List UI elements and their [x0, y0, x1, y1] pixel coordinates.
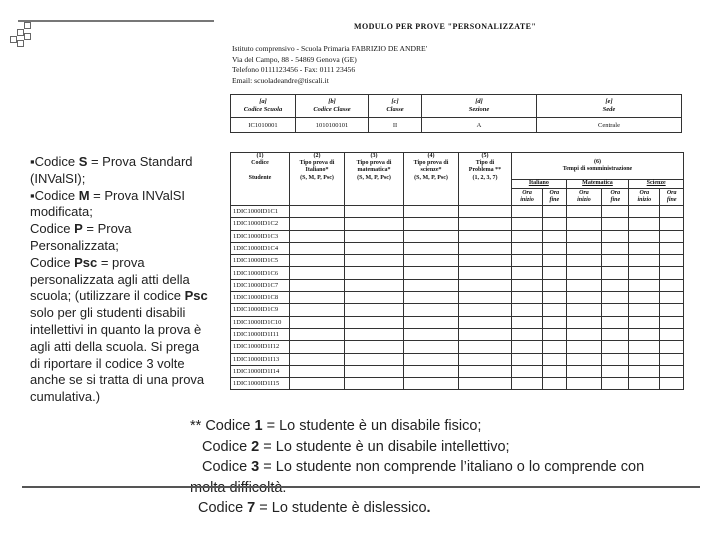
empty-cell [512, 230, 543, 242]
empty-cell [660, 353, 684, 365]
table1-cell: Centrale [537, 118, 682, 133]
empty-cell [512, 353, 543, 365]
empty-cell [660, 255, 684, 267]
empty-cell [566, 365, 602, 377]
col-student-header: (1) Codice Studente [231, 153, 290, 206]
empty-cell [602, 304, 629, 316]
subject-science: Scienze [629, 180, 684, 189]
empty-cell [290, 341, 345, 353]
empty-cell [404, 378, 459, 390]
empty-cell [290, 328, 345, 340]
empty-cell [290, 353, 345, 365]
student-code: 1DIC1000ID1I11 [231, 328, 290, 340]
empty-cell [629, 353, 660, 365]
empty-cell [459, 378, 512, 390]
empty-cell [543, 304, 567, 316]
empty-cell [459, 255, 512, 267]
empty-cell [660, 267, 684, 279]
empty-cell [290, 304, 345, 316]
empty-cell [345, 230, 404, 242]
empty-cell [512, 378, 543, 390]
student-code: 1DIC1000ID1C9 [231, 304, 290, 316]
empty-cell [459, 279, 512, 291]
time-end: Ora fine [660, 189, 684, 206]
divider-line [22, 486, 700, 488]
table1-cell: A [422, 118, 537, 133]
empty-cell [459, 242, 512, 254]
empty-cell [660, 328, 684, 340]
col-italian-header: (2) Tipo prova di Italiano* (S, M, P, Psc) [290, 153, 345, 206]
empty-cell [459, 316, 512, 328]
code-s: S [78, 154, 88, 169]
empty-cell [290, 365, 345, 377]
table-row [231, 316, 684, 328]
subject-italian: Italiano [512, 180, 567, 189]
empty-cell [404, 292, 459, 304]
empty-cell [459, 206, 512, 218]
empty-cell [459, 328, 512, 340]
empty-cell [660, 365, 684, 377]
empty-cell [629, 218, 660, 230]
table-row [231, 242, 684, 254]
student-code: 1DIC1000ID1C3 [231, 230, 290, 242]
empty-cell [512, 328, 543, 340]
student-code: 1DIC1000ID1C8 [231, 292, 290, 304]
time-start: Ora inizio [512, 189, 543, 206]
student-code: 1DIC1000ID1C10 [231, 316, 290, 328]
empty-cell [459, 341, 512, 353]
empty-cell [660, 230, 684, 242]
empty-cell [629, 206, 660, 218]
table1-cell: 1010100101 [296, 118, 369, 133]
decoration-line [18, 20, 214, 22]
empty-cell [459, 292, 512, 304]
empty-cell [290, 316, 345, 328]
student-code: 1DIC1000ID1C1 [231, 206, 290, 218]
empty-cell [290, 292, 345, 304]
code-psc: Psc [74, 254, 98, 270]
empty-cell [404, 242, 459, 254]
empty-cell [543, 292, 567, 304]
empty-cell [404, 218, 459, 230]
table-row [231, 206, 684, 218]
form-image [228, 20, 686, 406]
table-row [231, 230, 684, 242]
empty-cell [629, 378, 660, 390]
empty-cell [629, 230, 660, 242]
empty-cell [404, 255, 459, 267]
empty-cell [543, 267, 567, 279]
title-decoration [10, 22, 215, 52]
table-row [231, 218, 684, 230]
empty-cell [629, 304, 660, 316]
empty-cell [345, 218, 404, 230]
empty-cell [602, 353, 629, 365]
empty-cell [566, 218, 602, 230]
empty-cell [512, 292, 543, 304]
empty-cell [404, 279, 459, 291]
empty-cell [345, 353, 404, 365]
empty-cell [566, 353, 602, 365]
empty-cell [290, 279, 345, 291]
empty-cell [629, 316, 660, 328]
empty-cell [404, 341, 459, 353]
empty-cell [459, 230, 512, 242]
table-row [231, 365, 684, 377]
empty-cell [602, 341, 629, 353]
empty-cell [345, 304, 404, 316]
empty-cell [459, 365, 512, 377]
empty-cell [566, 292, 602, 304]
empty-cell [512, 365, 543, 377]
empty-cell [660, 316, 684, 328]
time-start: Ora inizio [629, 189, 660, 206]
empty-cell [345, 255, 404, 267]
empty-cell [404, 365, 459, 377]
empty-cell [566, 242, 602, 254]
empty-cell [566, 206, 602, 218]
empty-cell [345, 341, 404, 353]
table1-cell: II [369, 118, 422, 133]
empty-cell [404, 316, 459, 328]
empty-cell [602, 365, 629, 377]
school-line: Istituto comprensivo - Scuola Primaria FABRIZIO DE ANDRE' [232, 44, 428, 53]
empty-cell [512, 341, 543, 353]
student-rows [231, 206, 684, 390]
code-p: P [74, 221, 83, 237]
col-times-header: (6) Tempi di somministrazione [512, 153, 684, 180]
empty-cell [290, 378, 345, 390]
school-line: Email: scuoladeandre@tiscali.it [232, 75, 329, 85]
table-row [231, 304, 684, 316]
problem-codes-legend: ** Codice 1 = Lo studente è un disabile fisico; Codice 2 = Lo studente è un disabile intellettivo; Codice 3 = Lo studente non comprende l’italiano o lo comprende con Codice 7 = Lo studente è dislessico. [190, 418, 645, 516]
table-row [231, 341, 684, 353]
table1-header: [b] Codice Classe [296, 95, 369, 118]
student-code: 1DIC1000ID1I14 [231, 365, 290, 377]
empty-cell [345, 316, 404, 328]
empty-cell [512, 255, 543, 267]
table1-header: [a] Codice Scuola [231, 95, 296, 118]
table1-header: [c] Classe [369, 95, 422, 118]
empty-cell [660, 341, 684, 353]
table-row [231, 255, 684, 267]
col-science-header: (4) Tipo prova di scienze* (S, M, P, Psc) [404, 153, 459, 206]
empty-cell [629, 365, 660, 377]
col-math-header: (3) Tipo prova di matematica* (S, M, P, Psc) [345, 153, 404, 206]
empty-cell [512, 304, 543, 316]
empty-cell [543, 316, 567, 328]
empty-cell [543, 206, 567, 218]
student-code: 1DIC1000ID1I15 [231, 378, 290, 390]
empty-cell [566, 328, 602, 340]
empty-cell [629, 242, 660, 254]
empty-cell [629, 341, 660, 353]
code-7: 7 [247, 500, 256, 516]
empty-cell [290, 267, 345, 279]
empty-cell [660, 218, 684, 230]
empty-cell [345, 279, 404, 291]
decoration-square [10, 36, 17, 43]
table1-header: [e] Sede [537, 95, 682, 118]
empty-cell [660, 206, 684, 218]
time-end: Ora fine [602, 189, 629, 206]
table-row [231, 292, 684, 304]
empty-cell [404, 230, 459, 242]
school-class-table [230, 94, 682, 133]
empty-cell [602, 279, 629, 291]
empty-cell [543, 218, 567, 230]
empty-cell [660, 304, 684, 316]
empty-cell [345, 378, 404, 390]
empty-cell [566, 267, 602, 279]
empty-cell [660, 279, 684, 291]
table1-header: [d] Sezione [422, 95, 537, 118]
empty-cell [629, 279, 660, 291]
code-1: 1 [254, 418, 263, 434]
empty-cell [543, 365, 567, 377]
empty-cell [290, 206, 345, 218]
decoration-square [24, 33, 31, 40]
empty-cell [602, 267, 629, 279]
code-3: 3 [251, 459, 260, 475]
empty-cell [566, 378, 602, 390]
empty-cell [459, 218, 512, 230]
decoration-square [24, 22, 31, 29]
table-row [231, 267, 684, 279]
empty-cell [404, 353, 459, 365]
empty-cell [290, 242, 345, 254]
empty-cell [512, 316, 543, 328]
col-problem-header: (5) Tipo di Problema ** (1, 2, 3, 7) [459, 153, 512, 206]
empty-cell [629, 255, 660, 267]
empty-cell [543, 255, 567, 267]
empty-cell [404, 267, 459, 279]
empty-cell [459, 304, 512, 316]
empty-cell [512, 242, 543, 254]
empty-cell [566, 230, 602, 242]
school-line: Via del Campo, 88 - 54869 Genova (GE) [232, 54, 357, 64]
empty-cell [345, 267, 404, 279]
empty-cell [602, 255, 629, 267]
empty-cell [660, 292, 684, 304]
student-code: 1DIC1000ID1C7 [231, 279, 290, 291]
empty-cell [543, 279, 567, 291]
time-start: Ora inizio [566, 189, 602, 206]
empty-cell [404, 206, 459, 218]
empty-cell [660, 242, 684, 254]
empty-cell [543, 378, 567, 390]
empty-cell [543, 230, 567, 242]
time-end: Ora fine [543, 189, 567, 206]
empty-cell [345, 328, 404, 340]
empty-cell [345, 292, 404, 304]
decoration-square [17, 40, 24, 47]
student-table [230, 152, 684, 390]
student-code: 1DIC1000ID1C6 [231, 267, 290, 279]
decoration-square [17, 29, 24, 36]
empty-cell [566, 341, 602, 353]
empty-cell [512, 279, 543, 291]
codes-legend: ▪Codice S = Prova Standard (INValSI); ▪Codice M = Prova INValSI modificata; Codice P = Prova Personalizzata; Codice Psc = prova personalizzata agli atti della scuola; (utilizzare il codice Psc solo per gli studenti disabili intellettivi in quanto la prova è agli atti della scuola. Si prega di riportare il codice 3 volte anche se si tratta di una prova cumulativa.) [30, 154, 208, 405]
student-code: 1DIC1000ID1C2 [231, 218, 290, 230]
form-title: MODULO PER PROVE "PERSONALIZZATE" [354, 22, 537, 31]
table-row [231, 279, 684, 291]
empty-cell [629, 267, 660, 279]
empty-cell [629, 328, 660, 340]
empty-cell [345, 242, 404, 254]
student-code: 1DIC1000ID1C4 [231, 242, 290, 254]
empty-cell [566, 316, 602, 328]
empty-cell [543, 353, 567, 365]
empty-cell [543, 341, 567, 353]
empty-cell [566, 304, 602, 316]
table-row [231, 378, 684, 390]
empty-cell [602, 378, 629, 390]
school-info [232, 44, 427, 86]
empty-cell [512, 206, 543, 218]
empty-cell [602, 206, 629, 218]
student-code: 1DIC1000ID1I12 [231, 341, 290, 353]
empty-cell [543, 328, 567, 340]
school-line: Telefono 0111123456 - Fax: 0111 23456 [232, 65, 356, 74]
empty-cell [602, 292, 629, 304]
empty-cell [459, 353, 512, 365]
empty-cell [512, 218, 543, 230]
empty-cell [602, 230, 629, 242]
empty-cell [345, 365, 404, 377]
empty-cell [459, 267, 512, 279]
empty-cell [404, 328, 459, 340]
empty-cell [602, 328, 629, 340]
empty-cell [290, 255, 345, 267]
empty-cell [602, 218, 629, 230]
empty-cell [602, 316, 629, 328]
empty-cell [629, 292, 660, 304]
empty-cell [602, 242, 629, 254]
empty-cell [512, 267, 543, 279]
empty-cell [290, 230, 345, 242]
table-row [231, 328, 684, 340]
empty-cell [660, 378, 684, 390]
student-code: 1DIC1000ID1I13 [231, 353, 290, 365]
table-row [231, 353, 684, 365]
empty-cell [404, 304, 459, 316]
student-code: 1DIC1000ID1C5 [231, 255, 290, 267]
table1-cell: IC1010001 [231, 118, 296, 133]
empty-cell [345, 206, 404, 218]
subject-math: Matematica [566, 180, 629, 189]
empty-cell [566, 255, 602, 267]
empty-cell [566, 279, 602, 291]
code-2: 2 [251, 438, 260, 455]
empty-cell [290, 218, 345, 230]
empty-cell [543, 242, 567, 254]
code-m: M [78, 187, 90, 203]
